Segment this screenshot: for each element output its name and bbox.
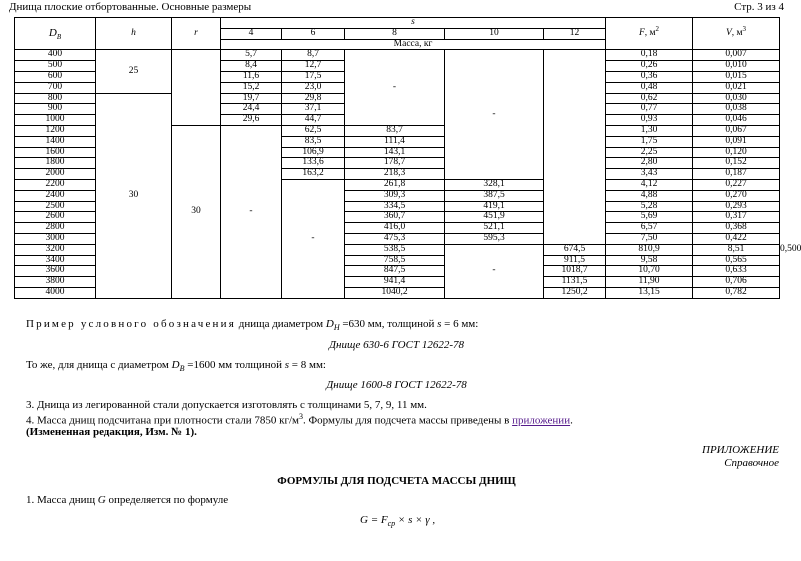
example-text-c: = 6 мм: — [441, 318, 479, 330]
diameter-cell: 2000 — [15, 169, 96, 180]
value-cell: 0,36 — [606, 71, 693, 82]
designation-2: Днище 1600-8 ГОСТ 12622-78 — [326, 379, 467, 391]
value-cell: 8,7 — [282, 50, 345, 61]
diameter-cell: 1600 — [15, 147, 96, 158]
column-header-volume — [693, 18, 780, 50]
mass-symbol: G — [97, 494, 106, 506]
note-4-superscript: 3 — [298, 412, 303, 421]
same-paragraph — [26, 359, 326, 373]
page-title: Днища плоские отбортованные. Основные размеры — [9, 1, 252, 13]
value-cell: 0,038 — [693, 104, 780, 115]
value-cell: 1018,7 — [544, 266, 606, 277]
value-cell: 334,5 — [345, 201, 445, 212]
value-cell: 24,4 — [221, 104, 282, 115]
value-cell: 11,6 — [221, 71, 282, 82]
value-cell: 475,3 — [345, 233, 445, 244]
formulas-title: ФОРМУЛЫ ДЛЯ ПОДСЧЕТА МАССЫ ДНИЩ — [277, 475, 516, 487]
value-cell: 29,8 — [282, 93, 345, 104]
dash-cell: - — [445, 244, 544, 298]
formula-intro-a: 1. Масса днищ — [26, 494, 98, 506]
value-cell: 10,70 — [606, 266, 693, 277]
thickness-header: 8 — [345, 28, 445, 39]
value-cell: 5,7 — [221, 50, 282, 61]
column-header-area — [606, 18, 693, 50]
thickness-header: 12 — [544, 28, 606, 39]
value-cell: 1131,5 — [544, 277, 606, 288]
value-cell: 0,010 — [693, 61, 780, 72]
mass-header: Масса, кг — [221, 39, 606, 50]
value-cell: 62,5 — [282, 125, 345, 136]
value-cell: 143,1 — [345, 147, 445, 158]
value-cell: 9,58 — [606, 255, 693, 266]
value-cell: 810,9 — [606, 244, 693, 255]
note-4-text-b: . Формулы для подсчета массы приведены в — [302, 414, 513, 427]
header-unit-power: 2 — [655, 24, 660, 33]
diameter-cell: 3800 — [15, 277, 96, 288]
value-cell: 8,51 — [693, 244, 780, 255]
value-cell: 0,091 — [693, 136, 780, 147]
value-cell: 23,0 — [282, 82, 345, 93]
diameter-cell: 3200 — [15, 244, 96, 255]
value-cell: 83,5 — [282, 136, 345, 147]
value-cell: 0,015 — [693, 71, 780, 82]
value-cell: 0,030 — [693, 93, 780, 104]
thickness-header: 6 — [282, 28, 345, 39]
value-cell: 7,50 — [606, 233, 693, 244]
same-text-c: = 8 мм: — [289, 359, 326, 371]
value-cell: 0,422 — [693, 233, 780, 244]
value-cell: 19,7 — [221, 93, 282, 104]
value-cell: 3,43 — [606, 169, 693, 180]
dash-cell: - — [445, 50, 544, 180]
value-cell: 2,80 — [606, 158, 693, 169]
dash-cell: - — [221, 125, 282, 298]
example-prefix: Пример условного обозначения — [26, 318, 236, 330]
value-cell: 6,57 — [606, 223, 693, 234]
diameter-cell: 3600 — [15, 266, 96, 277]
value-cell: 5,69 — [606, 212, 693, 223]
value-cell: 309,3 — [345, 190, 445, 201]
value-cell: 44,7 — [282, 115, 345, 126]
example-text-b: =630 мм, толщиной — [339, 318, 438, 330]
diameter-cell: 2200 — [15, 179, 96, 190]
thickness-header: 4 — [221, 28, 282, 39]
value-cell: 0,93 — [606, 115, 693, 126]
diameter-cell: 3000 — [15, 233, 96, 244]
value-cell: 451,9 — [445, 212, 544, 223]
value-cell: 0,293 — [693, 201, 780, 212]
dimensions-table — [14, 17, 801, 299]
note-4 — [26, 412, 573, 427]
diameter-cell: 800 — [15, 93, 96, 104]
diameter-cell: 3400 — [15, 255, 96, 266]
value-cell: 387,5 — [445, 190, 544, 201]
example-text-a: днища диаметром — [235, 318, 326, 330]
value-cell: 595,3 — [445, 233, 544, 244]
header-unit-power: 3 — [742, 24, 747, 33]
value-cell: 1,75 — [606, 136, 693, 147]
value-cell: 0,046 — [693, 115, 780, 126]
r-cell: 30 — [172, 125, 221, 298]
value-cell: 0,368 — [693, 223, 780, 234]
value-cell: 13,15 — [606, 287, 693, 298]
diameter-cell: 1200 — [15, 125, 96, 136]
header-row — [15, 18, 780, 29]
value-cell: 0,18 — [606, 50, 693, 61]
value-cell: 1,30 — [606, 125, 693, 136]
value-cell: 4,12 — [606, 179, 693, 190]
value-cell: 0,48 — [606, 82, 693, 93]
diameter-cell: 500 — [15, 61, 96, 72]
diameter-cell: 1000 — [15, 115, 96, 126]
value-cell: 4,88 — [606, 190, 693, 201]
formula-intro-b: определяется по формуле — [105, 494, 229, 506]
value-cell: 328,1 — [445, 179, 544, 190]
example-paragraph — [26, 318, 478, 332]
value-cell: 0,782 — [693, 287, 780, 298]
value-cell: 538,5 — [345, 244, 445, 255]
value-cell: 178,7 — [345, 158, 445, 169]
header-symbol: V — [725, 27, 732, 38]
diameter-cell: 600 — [15, 71, 96, 82]
value-cell: 133,6 — [282, 158, 345, 169]
value-cell: 0,227 — [693, 179, 780, 190]
designation-1: Днище 630-6 ГОСТ 12622-78 — [328, 339, 464, 351]
same-diameter-subscript: В — [179, 364, 185, 374]
diameter-cell: 1800 — [15, 158, 96, 169]
value-cell: 0,021 — [693, 82, 780, 93]
appendix-link[interactable]: приложении — [512, 414, 571, 427]
example-thickness-symbol: s — [437, 318, 442, 330]
formula-subscript: ср — [387, 519, 396, 529]
value-cell: 1040,2 — [345, 287, 445, 298]
same-text-b: =1600 мм толщиной — [184, 359, 285, 371]
value-cell: 0,706 — [693, 277, 780, 288]
column-header-diameter — [15, 18, 96, 50]
value-cell: 218,3 — [345, 169, 445, 180]
h-cell: 30 — [96, 93, 172, 298]
value-cell: 521,1 — [445, 223, 544, 234]
value-cell: 911,5 — [544, 255, 606, 266]
diameter-cell: 2800 — [15, 223, 96, 234]
note-3: 3. Днища из легированной стали допускается изготовлять с толщинами 5, 7, 9, 11 мм. — [26, 399, 427, 411]
example-diameter-subscript: Н — [333, 323, 340, 333]
note-4-text-a: 4. Масса днищ подсчитана при плотности стали 7850 кг/м — [26, 414, 299, 427]
diameter-cell: 2400 — [15, 190, 96, 201]
value-cell: 758,5 — [345, 255, 445, 266]
column-header-r: r — [172, 18, 221, 50]
value-cell: 0,152 — [693, 158, 780, 169]
diameter-cell: 1400 — [15, 136, 96, 147]
value-cell: 5,28 — [606, 201, 693, 212]
diameter-symbol: D — [48, 26, 57, 39]
h-cell: 25 — [96, 50, 172, 93]
value-cell: 0,067 — [693, 125, 780, 136]
value-cell: 37,1 — [282, 104, 345, 115]
diameter-cell: 4000 — [15, 287, 96, 298]
empty-cell — [544, 50, 606, 244]
value-cell: 17,5 — [282, 71, 345, 82]
value-cell: 674,5 — [544, 244, 606, 255]
column-header-s: s — [221, 18, 606, 29]
value-cell: 29,6 — [221, 115, 282, 126]
value-cell: 0,565 — [693, 255, 780, 266]
value-cell: 8,4 — [221, 61, 282, 72]
note-4-text-c: . — [570, 414, 573, 427]
value-cell: 0,120 — [693, 147, 780, 158]
value-cell: 0,77 — [606, 104, 693, 115]
header-unit: , м — [731, 27, 743, 38]
dash-cell: - — [282, 179, 345, 298]
revision-note: (Измененная редакция, Изм. № 1). — [26, 426, 197, 438]
value-cell: 1250,2 — [544, 287, 606, 298]
value-cell: 106,9 — [282, 147, 345, 158]
value-cell: 83,7 — [345, 125, 445, 136]
thickness-header: 10 — [445, 28, 544, 39]
value-cell: 0,270 — [693, 190, 780, 201]
value-cell: 163,2 — [282, 169, 345, 180]
value-cell: 0,187 — [693, 169, 780, 180]
table-row: 3200 538,5 - 674,5 810,9 8,51 0,500 — [15, 244, 780, 255]
example-diameter-symbol: D — [325, 318, 334, 330]
value-cell: 15,2 — [221, 82, 282, 93]
header-symbol: F — [638, 27, 645, 38]
diameter-cell: 700 — [15, 82, 96, 93]
value-cell: 0,62 — [606, 93, 693, 104]
value-cell: 2,25 — [606, 147, 693, 158]
formula-intro — [26, 494, 228, 506]
value-cell: 360,7 — [345, 212, 445, 223]
formula-part-b: × s × γ , — [395, 514, 436, 526]
appendix-label: ПРИЛОЖЕНИЕ — [702, 444, 779, 456]
column-header-h: h — [96, 18, 172, 50]
value-cell: 11,90 — [606, 277, 693, 288]
header-unit: , м — [644, 27, 656, 38]
diameter-cell: 2500 — [15, 201, 96, 212]
empty-cell — [172, 50, 221, 126]
value-cell: 111,4 — [345, 136, 445, 147]
diameter-subscript: В — [56, 32, 62, 41]
dash-cell: - — [345, 50, 445, 126]
value-cell: 0,007 — [693, 50, 780, 61]
value-cell: 419,1 — [445, 201, 544, 212]
page-counter: Стр. 3 из 4 — [734, 1, 784, 13]
diameter-cell: 400 — [15, 50, 96, 61]
same-text-a: То же, для днища с диаметром — [26, 359, 172, 371]
diameter-cell: 900 — [15, 104, 96, 115]
diameter-cell: 2600 — [15, 212, 96, 223]
value-cell: 261,8 — [345, 179, 445, 190]
table-row — [15, 50, 780, 61]
value-cell: 847,5 — [345, 266, 445, 277]
value-cell: 416,0 — [345, 223, 445, 234]
formula-part-a: G = F — [360, 514, 388, 526]
value-cell: 0,633 — [693, 266, 780, 277]
same-thickness-symbol: s — [284, 359, 290, 371]
mass-formula — [360, 514, 435, 528]
same-diameter-symbol: D — [171, 359, 180, 371]
value-cell: 0,317 — [693, 212, 780, 223]
reference-label: Справочное — [724, 457, 779, 469]
value-cell: 0,26 — [606, 61, 693, 72]
value-cell: 941,4 — [345, 277, 445, 288]
value-cell: 12,7 — [282, 61, 345, 72]
